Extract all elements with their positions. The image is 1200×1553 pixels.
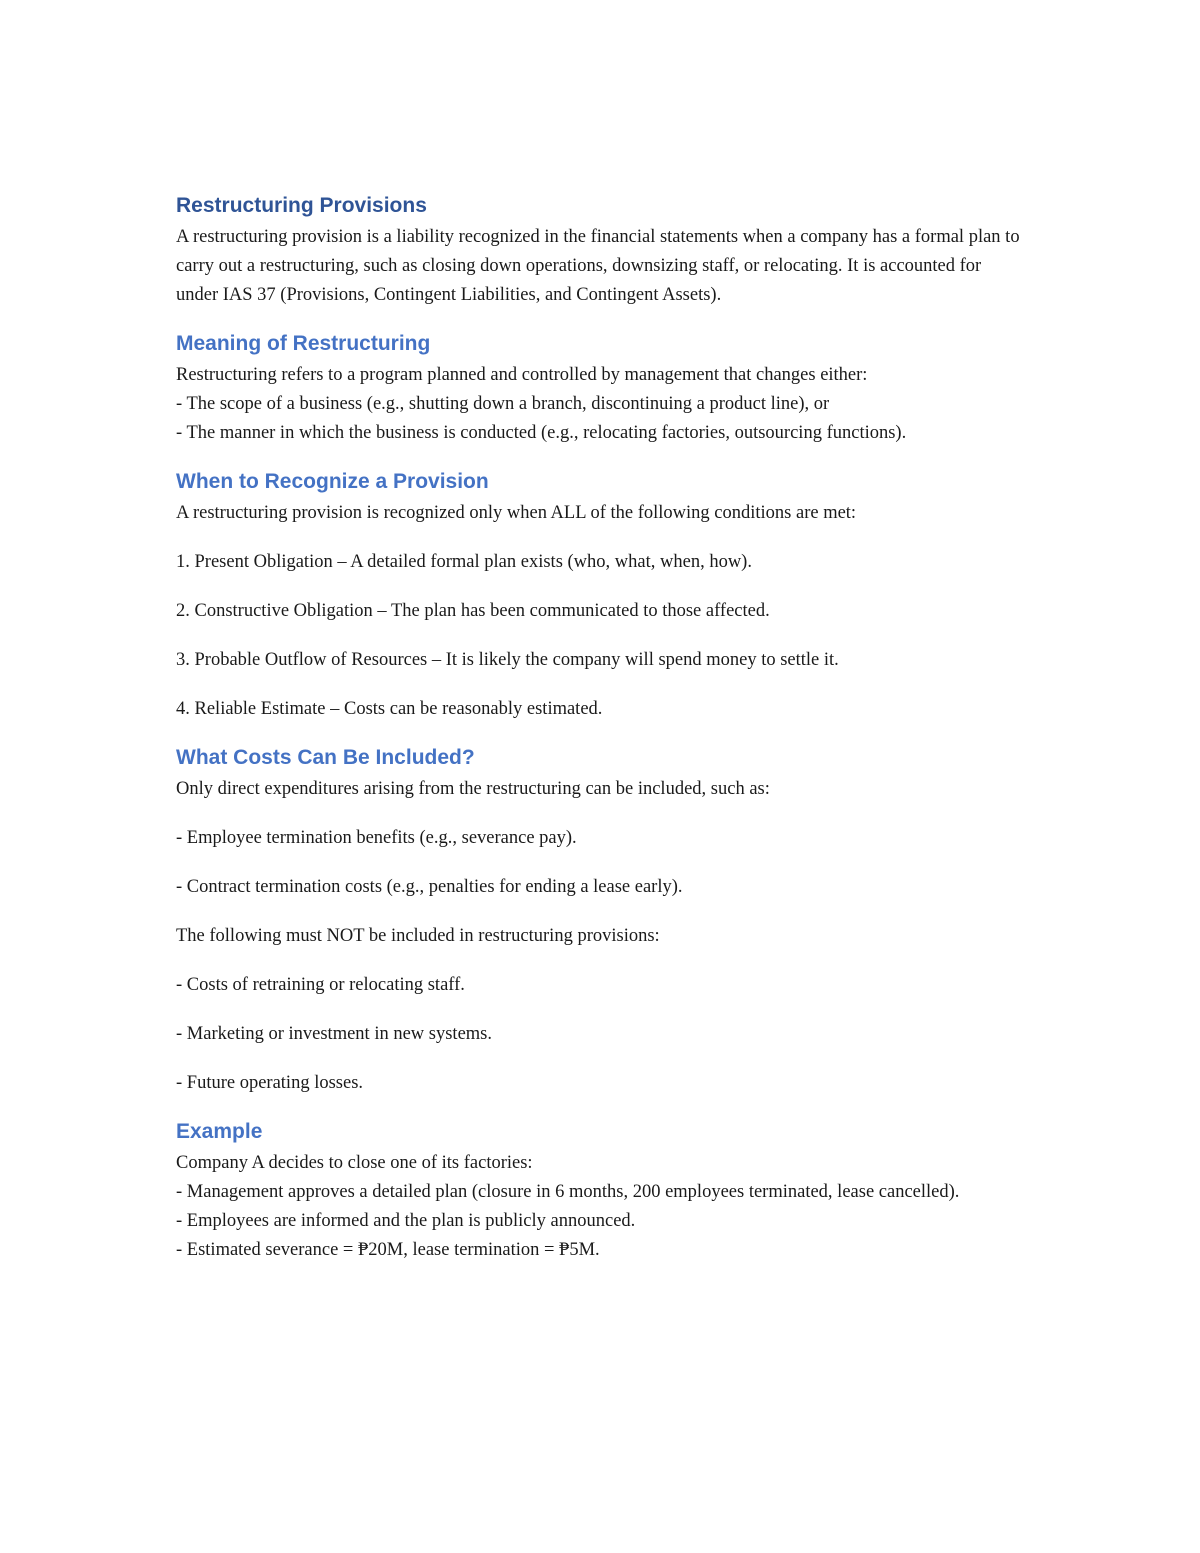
paragraph-meaning-intro: Restructuring refers to a program planned and controlled by management that changes either:: [176, 365, 868, 385]
condition-item-2: 2. Constructive Obligation – The plan has been communicated to those affected.: [176, 601, 770, 621]
spacer: [176, 528, 1026, 548]
example-item-plan: - Management approves a detailed plan (closure in 6 months, 200 employees terminated, lease cancelled).: [176, 1182, 960, 1202]
spacer: [176, 1049, 1026, 1069]
spacer: [176, 1098, 1026, 1116]
example-item-estimate: - Estimated severance = ₱20M, lease termination = ₱5M.: [176, 1240, 600, 1260]
spacer: [176, 902, 1026, 922]
paragraph-excluded-intro: The following must NOT be included in restructuring provisions:: [176, 926, 660, 946]
spacer: [176, 951, 1026, 971]
heading-example: Example: [176, 1120, 263, 1143]
paragraph-conditions-intro: A restructuring provision is recognized only when ALL of the following conditions are met:: [176, 503, 857, 523]
heading-meaning-of-restructuring: Meaning of Restructuring: [176, 332, 431, 355]
excluded-cost-item-3: - Future operating losses.: [176, 1073, 364, 1093]
included-cost-item-2: - Contract termination costs (e.g., penalties for ending a lease early).: [176, 877, 683, 897]
spacer: [176, 804, 1026, 824]
excluded-cost-item-1: - Costs of retraining or relocating staff.: [176, 975, 465, 995]
spacer: [176, 577, 1026, 597]
included-cost-item-1: - Employee termination benefits (e.g., severance pay).: [176, 828, 577, 848]
spacer: [176, 448, 1026, 466]
spacer: [176, 1000, 1026, 1020]
heading-what-costs: What Costs Can Be Included?: [176, 746, 475, 769]
spacer: [176, 310, 1026, 328]
heading-restructuring-provisions: Restructuring Provisions: [176, 194, 427, 217]
document-body: [176, 190, 1026, 1265]
paragraph-meaning-scope: - The scope of a business (e.g., shutting down a branch, discontinuing a product line), or: [176, 394, 830, 414]
example-item-informed: - Employees are informed and the plan is publicly announced.: [176, 1211, 636, 1231]
spacer: [176, 724, 1026, 742]
spacer: [176, 853, 1026, 873]
condition-item-3: 3. Probable Outflow of Resources – It is likely the company will spend money to settle it.: [176, 650, 839, 670]
condition-item-1: 1. Present Obligation – A detailed formal plan exists (who, what, when, how).: [176, 552, 752, 572]
paragraph-definition: A restructuring provision is a liability recognized in the financial statements when a company has a formal plan to carry out a restructuring, such as closing down operations, downsizing staff, or relocating. It is accounted for under IAS 37 (Provisions, Contingent Liabilities, and Contingent Assets).: [176, 227, 1020, 305]
condition-item-4: 4. Reliable Estimate – Costs can be reasonably estimated.: [176, 699, 603, 719]
paragraph-costs-intro: Only direct expenditures arising from the restructuring can be included, such as:: [176, 779, 770, 799]
heading-when-to-recognize: When to Recognize a Provision: [176, 470, 489, 493]
spacer: [176, 675, 1026, 695]
paragraph-meaning-manner: - The manner in which the business is conducted (e.g., relocating factories, outsourcing functions).: [176, 423, 907, 443]
example-intro: Company A decides to close one of its factories:: [176, 1153, 533, 1173]
excluded-cost-item-2: - Marketing or investment in new systems.: [176, 1024, 492, 1044]
spacer: [176, 626, 1026, 646]
